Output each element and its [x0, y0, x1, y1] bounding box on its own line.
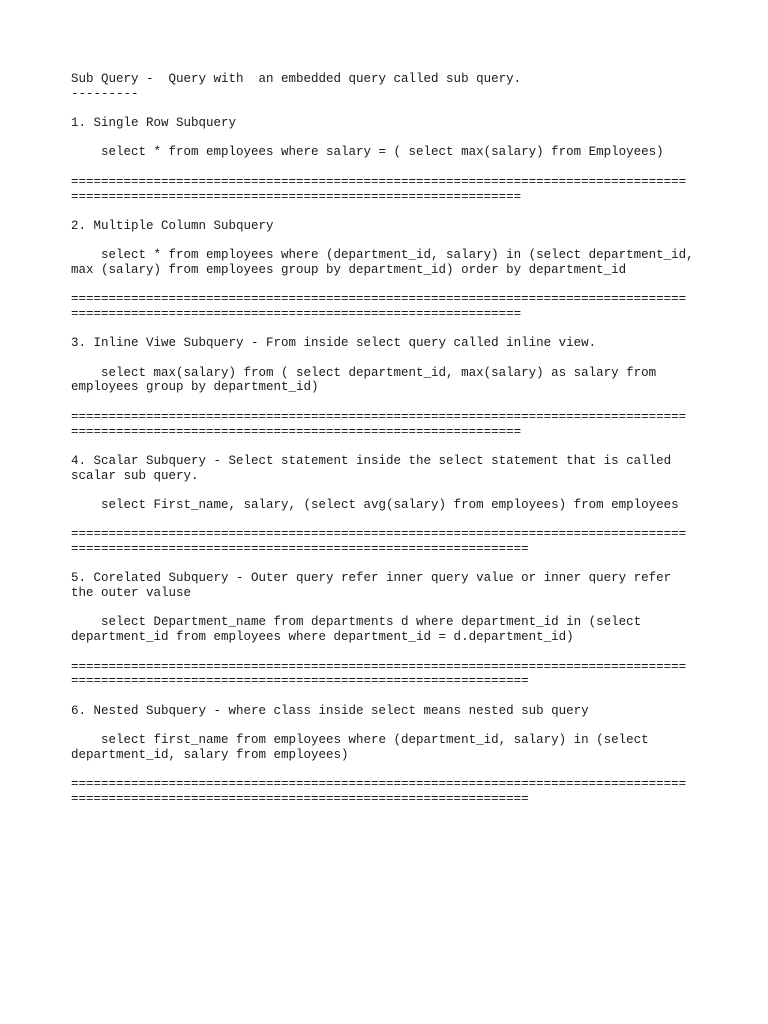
spacer	[71, 204, 731, 219]
separator-line: ==================================================================================	[71, 527, 687, 542]
query-line: max (salary) from employees group by department_id) order by department_id	[71, 262, 627, 277]
spacer	[71, 395, 731, 410]
spacer	[71, 762, 731, 777]
document-heading: Sub Query - Query with an embedded query called sub query.	[71, 72, 522, 86]
heading-rule: ---------	[71, 86, 139, 101]
separator-line: ==================================================================================	[71, 292, 687, 307]
section-title: 1. Single Row Subquery	[71, 116, 237, 131]
separator-line: =============================================================	[71, 674, 529, 689]
spacer	[71, 351, 731, 366]
separator-line: =============================================================	[71, 542, 529, 556]
separator-line: ==================================================================================	[71, 777, 687, 791]
separator-line: ==================================================================================	[71, 659, 687, 674]
query-line: employees group by department_id)	[71, 380, 319, 395]
section-title: 4. Scalar Subquery - Select statement inside the select statement that is called	[71, 453, 672, 468]
spacer	[71, 101, 731, 116]
separator-line: ============================================================	[71, 307, 522, 321]
spacer	[71, 131, 731, 146]
separator-line: ==================================================================================	[71, 174, 687, 189]
separator-line: ==================================================================================	[71, 409, 687, 424]
spacer	[71, 234, 731, 249]
query-line: select First_name, salary, (select avg(salary) from employees) from employees	[71, 497, 679, 512]
section-title: 2. Multiple Column Subquery	[71, 218, 274, 233]
document-page	[71, 72, 731, 806]
separator-line: ============================================================	[71, 424, 522, 439]
spacer	[71, 689, 731, 704]
query-line: select Department_name from departments d where department_id in (select	[71, 615, 642, 630]
spacer	[71, 483, 731, 498]
spacer	[71, 601, 731, 616]
section-title: the outer valuse	[71, 586, 192, 601]
spacer	[71, 513, 731, 528]
spacer	[71, 160, 731, 175]
query-line: department_id from employees where department_id = d.department_id)	[71, 630, 574, 645]
spacer	[71, 278, 731, 293]
spacer	[71, 439, 731, 454]
spacer	[71, 322, 731, 337]
spacer	[71, 718, 731, 733]
section-title: 6. Nested Subquery - where class inside select means nested sub query	[71, 703, 589, 718]
query-line: select max(salary) from ( select department_id, max(salary) as salary from	[71, 365, 657, 380]
section-title: scalar sub query.	[71, 468, 199, 483]
spacer	[71, 645, 731, 660]
spacer	[71, 557, 731, 572]
query-line: select * from employees where (department_id, salary) in (select department_id,	[71, 248, 694, 263]
section-title: 5. Corelated Subquery - Outer query refer inner query value or inner query refer	[71, 571, 672, 586]
separator-line: ============================================================	[71, 189, 522, 204]
section-title: 3. Inline Viwe Subquery - From inside select query called inline view.	[71, 336, 597, 351]
query-line: department_id, salary from employees)	[71, 747, 349, 762]
separator-line: =============================================================	[71, 791, 529, 806]
query-line: select * from employees where salary = ( select max(salary) from Employees)	[71, 145, 664, 160]
query-line: select first_name from employees where (department_id, salary) in (select	[71, 732, 649, 747]
